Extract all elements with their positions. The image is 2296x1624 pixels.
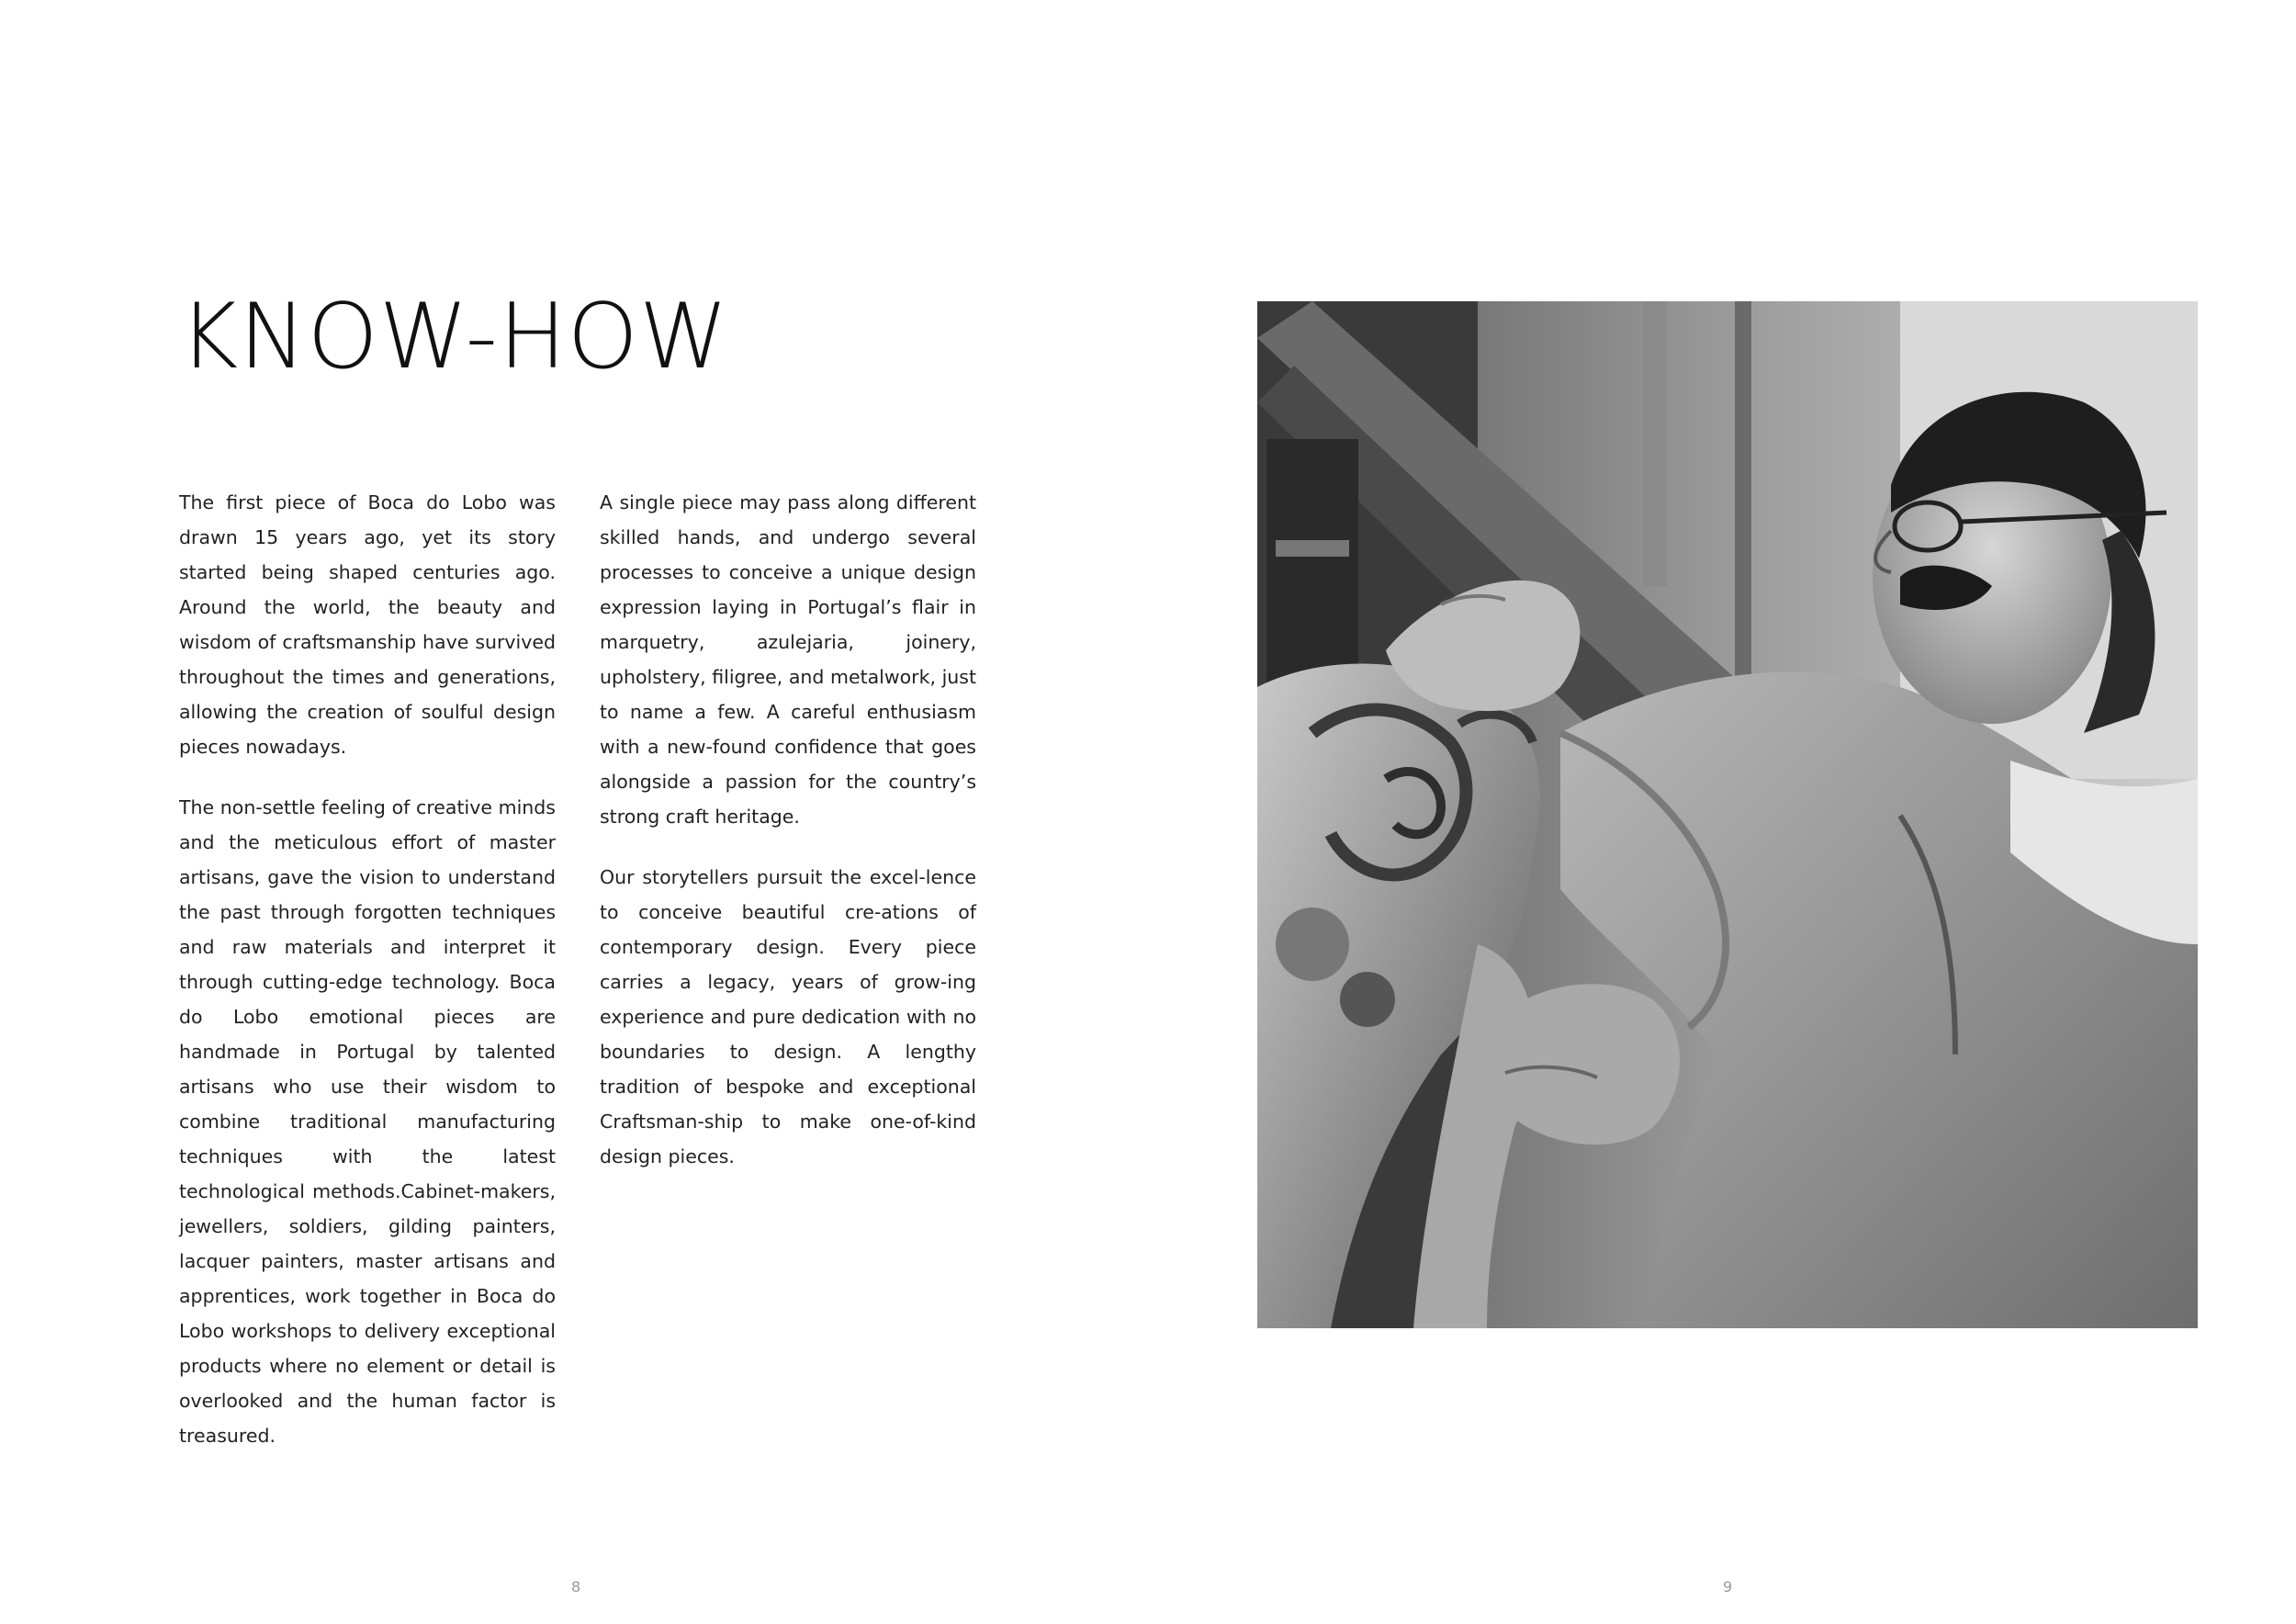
text-column-1: [179, 485, 556, 1479]
artisan-photo: [1257, 301, 2198, 1328]
page-number-right: 9: [1723, 1578, 1733, 1596]
paragraph: A single piece may pass along different skilled hands, and undergo several processes to conceive a unique design expression laying in Portugal’s flair in marquetry, azulejaria, joinery, upholstery, filigree, and metalwork, just to name a few. A careful enthusiasm with a new-found confidence that goes alongside a passion for the country’s strong craft heritage.: [600, 491, 976, 828]
text-column-2: [600, 485, 976, 1200]
paragraph: The first piece of Boca do Lobo was drawn 15 years ago, yet its story started being shaped centuries ago. Around the world, the beauty and wisdom of craftsmanship have survived throughout the times and generations, allowing the creation of soulful design pieces nowadays.: [179, 491, 556, 758]
page-number-left: 8: [571, 1578, 581, 1596]
right-page: [1148, 0, 2296, 1624]
paragraph: The non-settle feeling of creative minds and the meticulous effort of master artisans, gave the vision to understand the past through forgotten techniques and raw materials and interpret it through cutting-edge technology. Boca do Lobo emotional pieces are handmade in Portugal by talented artisans who use their wisdom to combine traditional manufacturing techniques with the latest technological methods.Cabinet-makers, jewellers, soldiers, gilding painters, lacquer painters, master artisans and apprentices, work together in Boca do Lobo workshops to delivery exceptional products where no element or detail is overlooked and the human factor is treasured.: [179, 796, 556, 1447]
page-title: KNOW-HOW: [179, 285, 729, 389]
paragraph: Our storytellers pursuit the excel-lence to conceive beautiful cre-ations of contemporary design. Every piece carries a legacy, years of grow-ing experience and pure dedication with no boundaries to design. A lengthy tradition of bespoke and exceptional Craftsman-ship to make one-of-kind design pieces.: [600, 866, 976, 1167]
